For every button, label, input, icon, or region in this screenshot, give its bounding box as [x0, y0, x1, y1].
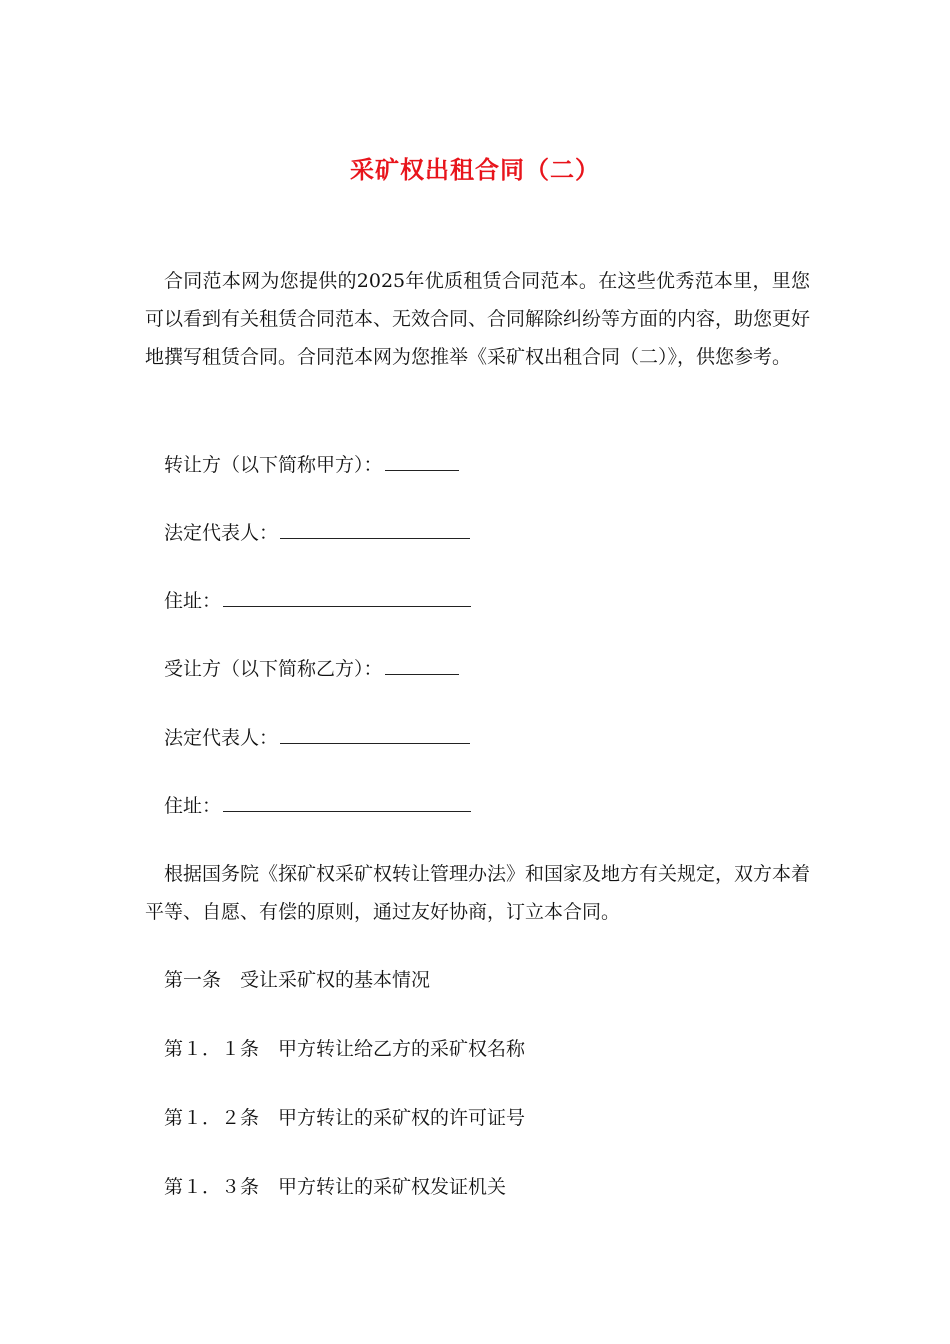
transferee-addr-blank — [223, 793, 471, 812]
basis-paragraph: 根据国务院《探矿权采矿权转让管理办法》和国家及地方有关规定，双方本着平等、自愿、有偿的原则，通过友好协商，订立本合同。 — [145, 863, 811, 923]
transferor-rep-blank — [280, 520, 470, 539]
article-1-heading: 第一条 受让采矿权的基本情况 — [164, 969, 431, 991]
document-title: 采矿权出租合同（二） — [350, 155, 600, 184]
clause-1-1: 第１．１条 甲方转让给乙方的采矿权名称 — [164, 1038, 526, 1060]
transferee-line — [164, 656, 459, 681]
transferor-addr-line — [164, 588, 471, 613]
clause-1-2: 第１．２条 甲方转让的采矿权的许可证号 — [164, 1107, 526, 1129]
transferee-label: 受让方（以下简称乙方）： — [164, 658, 383, 680]
transferee-addr-line — [164, 793, 471, 818]
transferee-rep-label: 法定代表人： — [164, 727, 279, 749]
transferor-addr-label: 住址： — [164, 590, 222, 612]
intro-paragraph: 合同范本网为您提供的2025年优质租赁合同范本。在这些优秀范本里，里您可以看到有关租赁合同范本、无效合同、合同解除纠纷等方面的内容，助您更好地撰写租赁合同。合同范本网为您推举《采矿权出租合同（二）》，供您参考。 — [145, 270, 811, 368]
transferee-rep-blank — [280, 725, 470, 744]
transferee-blank — [385, 656, 459, 675]
transferee-rep-line — [164, 725, 470, 750]
transferee-addr-label: 住址： — [164, 795, 222, 817]
transferor-addr-blank — [223, 588, 471, 607]
transferor-line — [164, 452, 459, 477]
transferor-blank — [385, 452, 459, 471]
transferor-rep-line — [164, 520, 470, 545]
clause-1-3: 第１．３条 甲方转让的采矿权发证机关 — [164, 1176, 507, 1198]
transferor-label: 转让方（以下简称甲方）： — [164, 454, 383, 476]
transferor-rep-label: 法定代表人： — [164, 522, 279, 544]
